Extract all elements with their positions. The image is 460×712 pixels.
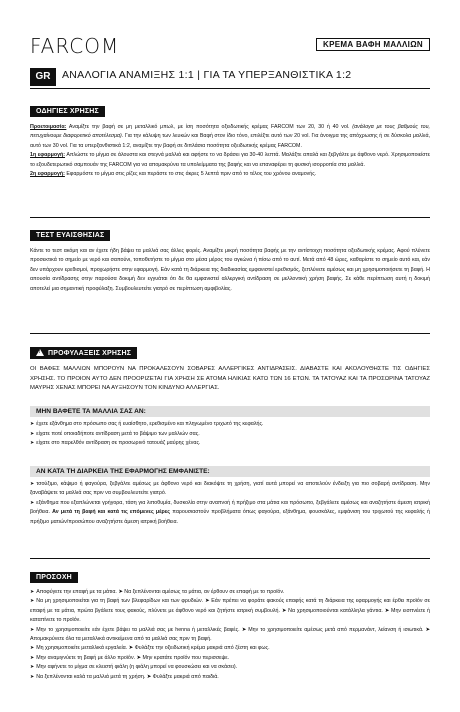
divider (30, 217, 430, 218)
arrow-icon: ➤ (30, 440, 35, 447)
arrow-icon: ➤ (30, 645, 35, 652)
first-application-text: Απλώστε το μίγμα σε άλουστα και στεγνά μαλλιά και αφήστε το να δράσει για 30-40 λεπτά. Μαλάξτε απαλά και ξεβγάλτε με άφθονο νερό. Χρησιμοποιείστε το εξουδετερωτικό σαμπουάν της FARCOM για να απομακρύνει τα υπολείμματα της βαφής και να επαναφέρει τη φυσική ισορροπία στα μαλλιά. (30, 152, 430, 168)
caution-line (30, 588, 430, 597)
caution-line (30, 663, 430, 672)
caution-section (30, 566, 430, 682)
do-not-dye-section (30, 406, 430, 449)
title-bar (30, 68, 430, 86)
do-not-dye-heading: ΜΗΝ ΒΑΦΕΤΕ ΤΑ ΜΑΛΛΙΑ ΣΑΣ ΑΝ: (30, 406, 430, 417)
preparation-text-2: Για την κάλυψη των λευκών και Βαφή στον ίδιο τόνο, επιλέξτε αυτό των 20 vol. Για άνοιγμα της απόχρωσης ή σε δύσκολα μαλλιά, αυτό των 30 vol. Για τα υπερξανθιστικά 1:2, αναμίξτε την βαφή σε διπλάσια ποσότητα οξειδωτικής κρέμας FARCOM. (30, 133, 430, 149)
arrow-icon: ➤ (30, 589, 35, 595)
caution-line-text: Να μη χρησιμοποιείται για τη βαφή των βλεφαρίδων και των φρυδιών. ➤ Εάν πρέπει να φοράτε φακούς επαφής κατά τη διάρκεια της εφαρμογής και έρθει προϊόν σε επαφή με τα μάτια, πρώτα βγάλετε τους φακούς, πλύνετε με άφθονο νερό και ζητήστε ιατρική συμβουλή. ➤ Να χρησιμοποιούνται κατάλληλα γάντια. ➤ Μην εισπνέετε ή καταπίνετε το προϊόν. (30, 598, 430, 624)
list-item-text: είχατε στο παρελθόν αντίδραση σε προσωρινό τατουάζ μαύρης χένας. (36, 440, 201, 447)
reaction-item-2-text-2: παρουσιαστούν προβλήματα όπως φαγούρα, εξάνθημα, φουσκάλες, εμφάνιση του τριχωτού της κεφαλής ή πρήξιμο ματιών/προσώπου αναζητήστε άμεση ιατρική βοήθεια. (30, 509, 430, 525)
list-item (30, 430, 430, 440)
divider (30, 558, 430, 559)
product-title: ΚΡΕΜΑ ΒΑΦΗ ΜΑΛΛΙΩΝ (316, 38, 430, 51)
second-application-label: 2η εφαρμογή: (30, 171, 65, 178)
sensitivity-test-section (30, 224, 430, 294)
precautions-heading (30, 347, 137, 359)
caution-line-text: Μην το χρησιμοποιείτε εάν έχετε βάψει τα μαλλιά σας με henna ή μεταλλικές βαφές. ➤ Μην το χρησιμοποιείτε αμέσως μετά από περμανάντ, λείανση ή ισιωτικά. ➤ Απομακρύνετε όλα τα μεταλλικά αντικείμενα από τα μαλλιά σας πριν τη βαφή. (30, 626, 430, 643)
caution-line-text: Να ξεπλένονται καλά τα μαλλιά μετά τη χρήση. ➤ Φυλάξτε μακριά από παιδιά. (36, 673, 219, 680)
arrow-icon: ➤ (30, 430, 35, 437)
arrow-icon: ➤ (30, 654, 35, 661)
language-badge: GR (30, 68, 56, 86)
caution-line (30, 626, 430, 645)
reactions-section (30, 466, 430, 527)
caution-heading: ΠΡΟΣΟΧΗ (30, 572, 78, 583)
list-item-text: είχατε ποτέ οποιαδήποτε αντίδραση μετά το βάψιμο των μαλλιών σας. (36, 430, 200, 437)
precautions-heading-text: ΠΡΟΦΥΛΑΞΕΙΣ ΧΡΗΣΗΣ (48, 350, 132, 357)
arrow-icon: ➤ (30, 673, 35, 680)
preparation-paragraph (30, 123, 430, 151)
reaction-item-1-text: τσούξιμο, κάψιμο ή φαγούρα, ξεβγάλτε αμέσως με άφθονο νερό και διακόψτε τη χρήση, γιατί αυτά μπορεί να αποτελούν ένδειξη για πιο σοβαρή αντίδραση. Μην ξαναβάψετε τα μαλλιά σας πριν να συμβουλευτείτε γιατρό. (30, 481, 430, 497)
precautions-section (30, 342, 430, 394)
do-not-dye-list (30, 420, 430, 449)
list-item (30, 420, 430, 430)
preparation-label: Προετοιμασία: (30, 124, 67, 130)
brand-logo: FARCOM (30, 34, 120, 58)
preparation-text: Αναμίξτε την βαφή σε μη μεταλλικό μπωλ, με ίση ποσότητα οξειδωτικής κρέμας FARCOM των 20, 30 ή 40 vol. (66, 124, 350, 130)
mixing-ratio-title: ΑΝΑΛΟΓΙΑ ΑΝΑΜΙΞΗΣ 1:1 | ΓΙΑ ΤΑ ΥΠΕΡΞΑΝΘΙΣΤΙΚΑ 1:2 (62, 69, 352, 81)
instructions-heading: ΟΔΗΓΙΕΣ ΧΡΗΣΗΣ (30, 106, 105, 117)
allergy-warning-text: ΟΙ ΒΑΦΕΣ ΜΑΛΛΙΩΝ ΜΠΟΡΟΥΝ ΝΑ ΠΡΟΚΑΛΕΣΟΥΝ ΣΟΒΑΡΕΣ ΑΛΛΕΡΓΙΚΕΣ ΑΝΤΙΔΡΑΣΕΙΣ. ΔΙΑΒΑΣΤΕ ΚΑΙ ΑΚΟΛΟΥΘΗΣΤΕ ΤΙΣ ΟΔΗΓΙΕΣ ΧΡΗΣΗΣ. ΤΟ ΠΡΟΙΟΝ ΑΥΤΟ ΔΕΝ ΠΡΟΟΡΙΖΕΤΑΙ ΓΙΑ ΧΡΗΣΗ ΣΕ ΑΤΟΜΑ ΗΛΙΚΙΑΣ ΚΑΤΩ ΤΩΝ 16 ΕΤΩΝ. ΤΑ ΤΑΤΟΥΑΖ ΚΑΙ ΤΑ ΠΡΟΣΩΡΙΝΑ ΤΑΤΟΥΑΖ ΜΑΥΡΗΣ ΧΕΝΑΣ ΜΠΟΡΕΙ ΝΑ ΑΥΞΗΣΟΥΝ ΤΟΝ ΚΙΝΔΥΝΟ ΑΛΛΕΡΓΙΑΣ. (30, 366, 430, 392)
sensitivity-test-text: Κάντε το τεστ ακόμη και αν έχετε ήδη βάψει τα μαλλιά σας άλλες φορές. Αναμίξτε μικρή ποσότητα βαφής με την αντίστοιχη ποσότητα οξειδωτικής κρέμας. Αφού πλύνετε προσεκτικά το σημείο με νερό και σαπούνι, τοποθετήστε το μίγμα στο μέσα μέρος του αγκώνα ή πίσω από το αυτί. Μετά από 48 ώρες, καθαρίστε το σημείο αυτό και, εάν δεν υπάρχουν ερεθισμοί, προχωρήστε στην εφαρμογή. Εάν κατά τη διάρκεια της διαδικασίας εμφανιστεί ερεθισμός, ξεπλύνετε αμέσως και μη χρησιμοποιήσετε τη βαφή. Η απουσία αντίδρασης στην παρούσα δοκιμή δεν εγγυάται ότι δε θα εμφανιστεί αλλεργική αντίδραση σε μελλοντική χρήση βαφής. Σε κάθε περίπτωση αυτή η δοκιμή αποτελεί μια σημαντική προφύλαξη. Συμβουλευτείτε γιατρό σε περίπτωση αμφιβολίας. (30, 248, 430, 292)
arrow-icon: ➤ (30, 664, 35, 671)
first-application-label: 1η εφαρμογή: (30, 152, 66, 159)
caution-line-text: Μην αφήνετε το μίγμα σε κλειστή φιάλη (η φιάλη μπορεί να φουσκώσει και να σκάσει). (36, 664, 238, 671)
title-rule (30, 88, 430, 89)
caution-line (30, 673, 430, 682)
caution-line (30, 644, 430, 653)
caution-line-text: Αποφύγετε την επαφή με τα μάτια. ➤ Να ξεπλένονται αμέσως τα μάτια, αν έρθουν σε επαφή με το προϊόν. (36, 589, 285, 595)
second-application-paragraph (30, 170, 430, 179)
sensitivity-test-heading: ΤΕΣΤ ΕΥΑΙΣΘΗΣΙΑΣ (30, 230, 110, 241)
arrow-icon: ➤ (30, 421, 35, 427)
list-item-text: έχετε εξάνθημα στο πρόσωπο σας ή ευαίσθητο, ερεθισμένο και πληγωμένο τριχωτό της κεφαλής. (36, 421, 264, 427)
reaction-item-2-emphasis: Αν μετά τη βαφή και κατά τις επόμενες μέρες (52, 509, 171, 516)
instructions-section (30, 100, 430, 179)
arrow-icon: ➤ (30, 598, 35, 605)
leaflet-page (30, 24, 430, 680)
caution-line (30, 597, 430, 625)
preparation-note: (ανάλογα με τους βαθμούς του, πετυχαίνουμε διαφορετικό αποτέλεσμα). (30, 124, 430, 140)
reaction-item-2 (30, 499, 430, 527)
warning-icon (36, 349, 44, 356)
caution-line-text: Μη χρησιμοποιείτε μεταλλικά εργαλεία. ➤ Φυλάξτε την οξειδωτική κρέμα μακριά από ζέστη και φως. (36, 645, 270, 652)
arrow-icon: ➤ (30, 499, 35, 506)
arrow-icon: ➤ (30, 481, 35, 487)
caution-line-text: Μην αναμιγνύετε τη βαφή με άλλο προϊόν. ➤ Μην κρατάτε προϊόν που περισσεψε. (36, 654, 230, 661)
reaction-item-1 (30, 480, 430, 499)
second-application-text: Εφαρμόστε το μίγμα στις ρίζες και περάστε το στις άκρες 5 λεπτά πριν από το τέλος του χρόνου αναμονής. (64, 171, 317, 178)
first-application-paragraph (30, 151, 430, 170)
arrow-icon: ➤ (30, 626, 35, 633)
header (30, 24, 430, 60)
caution-line (30, 654, 430, 663)
divider (30, 333, 430, 334)
reactions-heading: ΑΝ ΚΑΤΑ ΤΗ ΔΙΑΡΚΕΙΑ ΤΗΣ ΕΦΑΡΜΟΓΗΣ ΕΜΦΑΝΙΣΤΕ: (30, 466, 430, 477)
reaction-item-2-text: εξάνθημα που εξαπλώνεται γρήγορα, τάση για λιποθυμία, δυσκολία στην αναπνοή ή πρήξιμο στα μάτια και πρόσωπο, ξεβγάλετε αμέσως και αναζητήστε άμεση ιατρική βοήθεια. (30, 499, 430, 516)
list-item (30, 439, 430, 449)
